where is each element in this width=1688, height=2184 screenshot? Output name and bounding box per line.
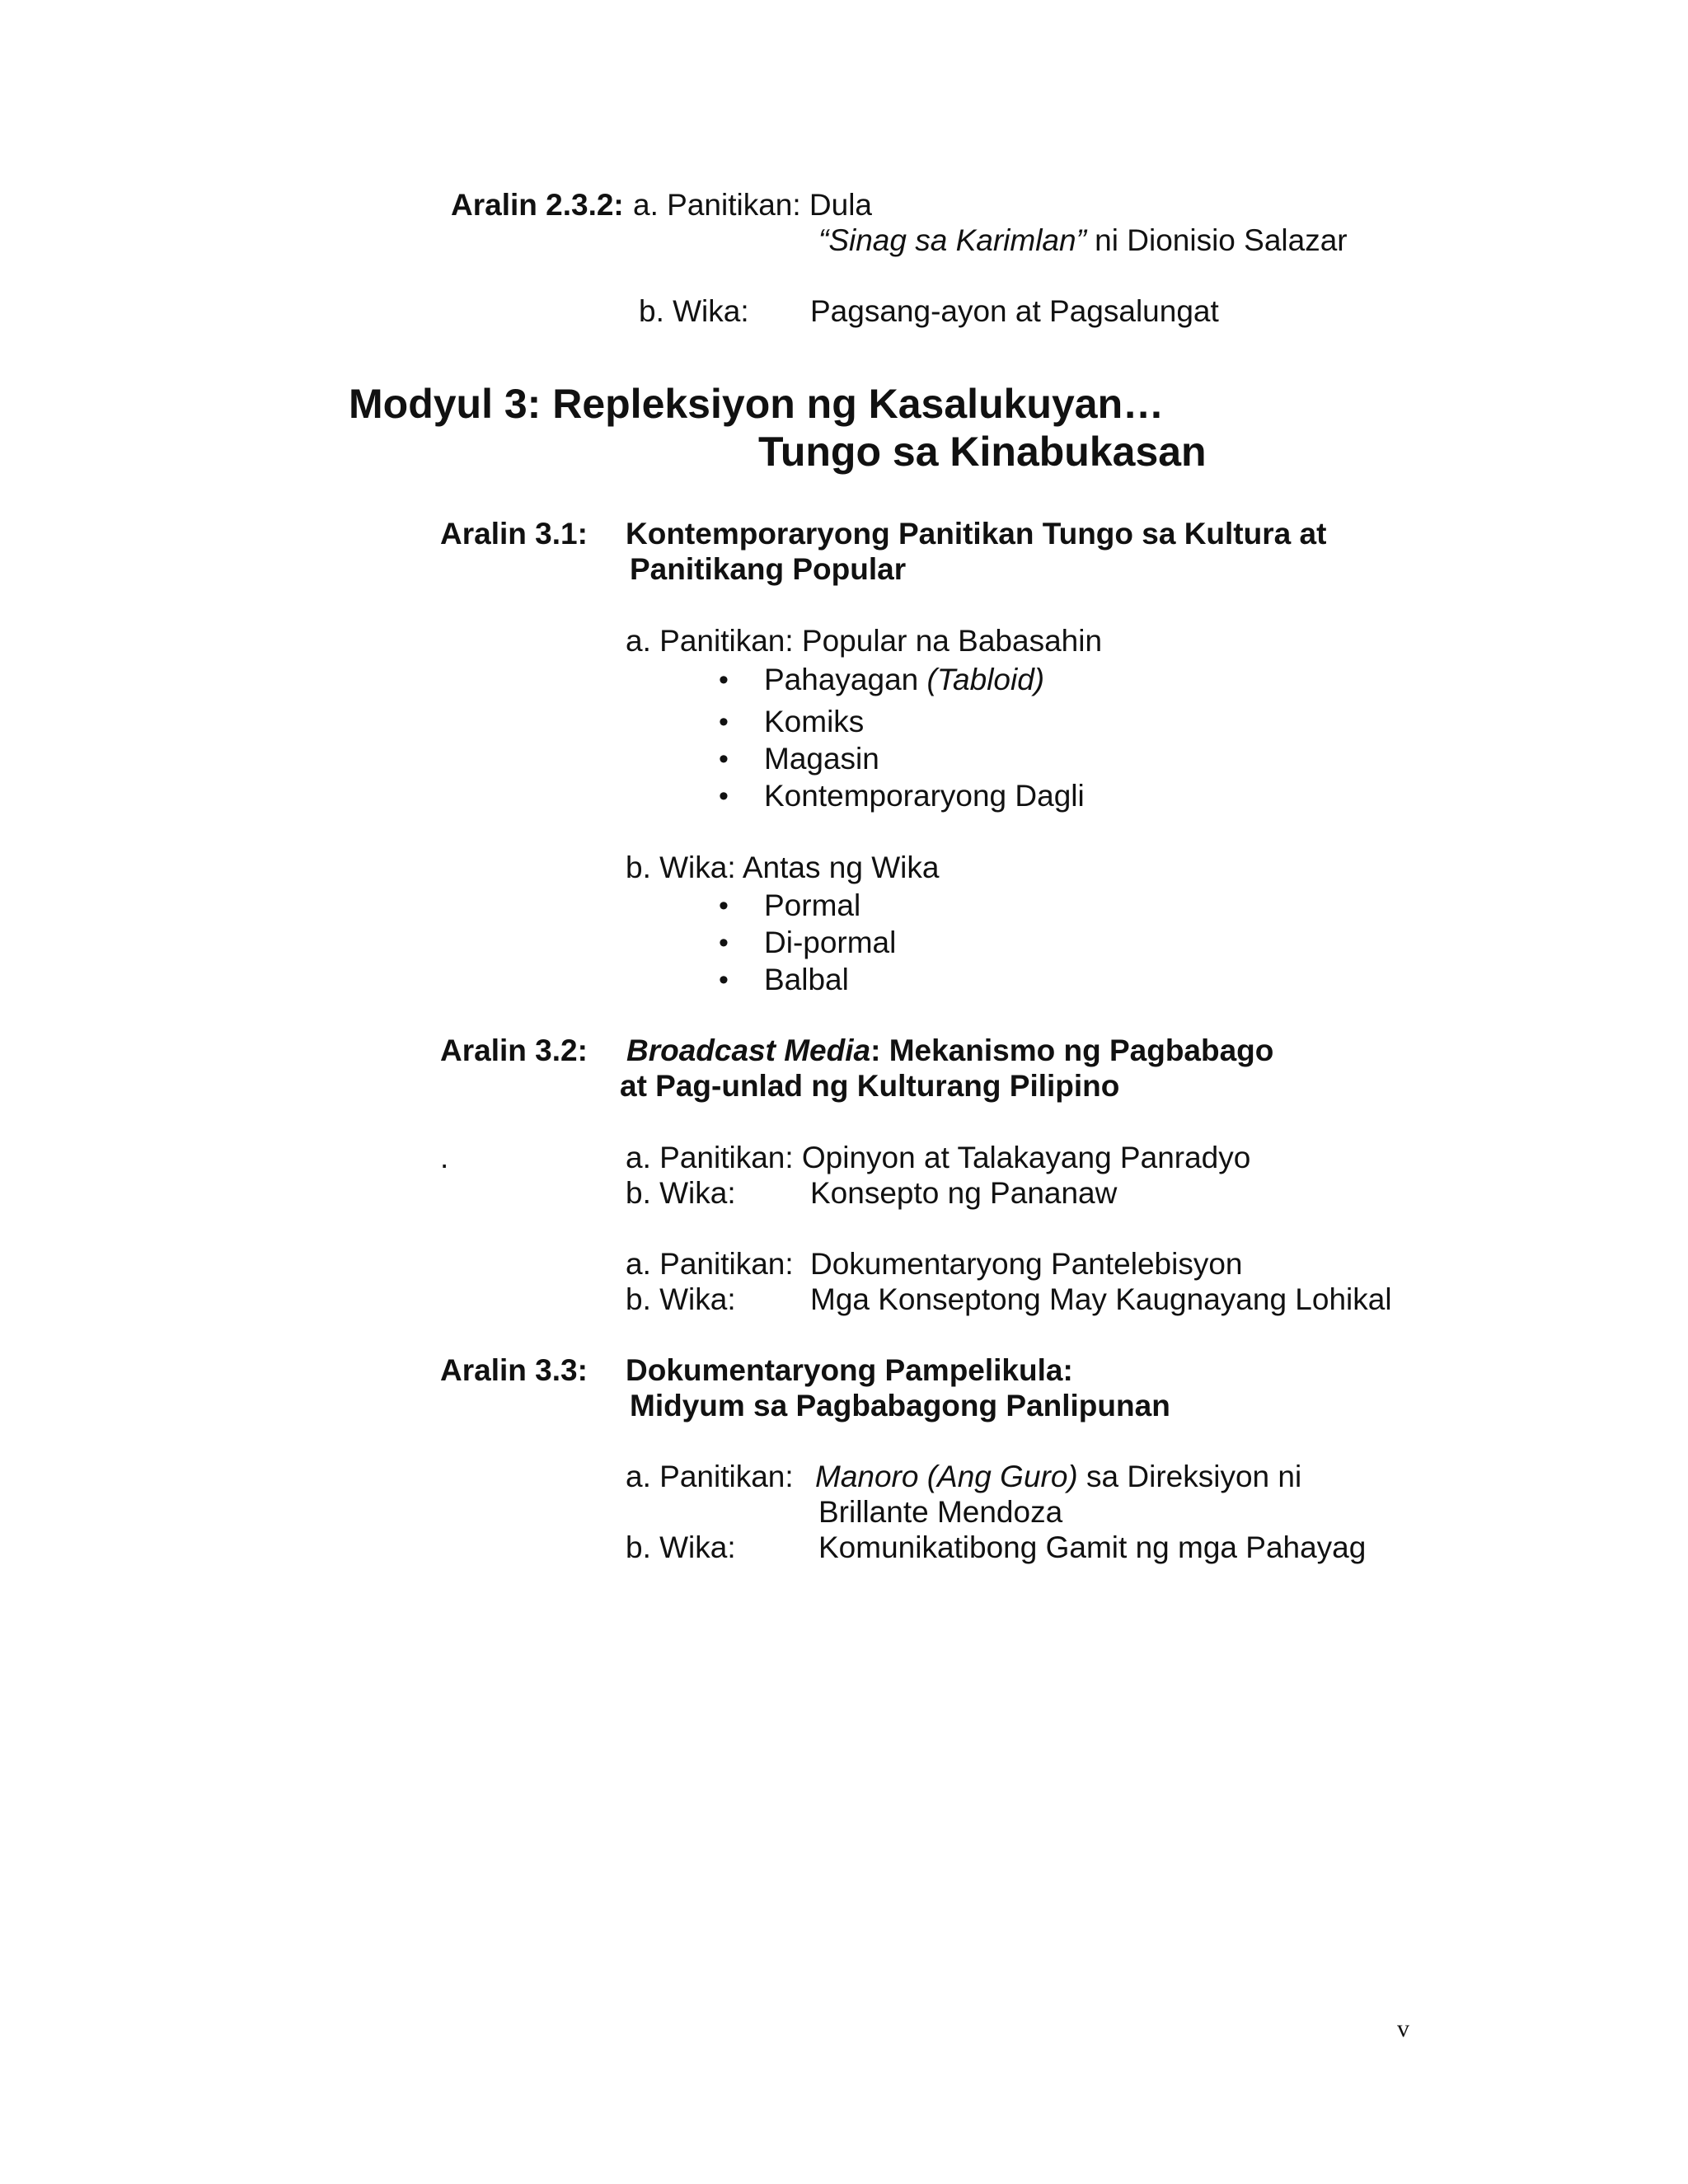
list-item-magasin: Magasin [764, 742, 879, 776]
dula-title-italic: “Sinag sa Karimlan” [818, 223, 1086, 257]
aralin-3-2-label: Aralin 3.2: [440, 1033, 588, 1067]
manoro-italic: Manoro (Ang Guro) [815, 1460, 1078, 1493]
modyul-3-heading-line2: Tungo sa Kinabukasan [758, 429, 1207, 475]
dula-author: ni Dionisio Salazar [1085, 223, 1348, 257]
aralin-3-1-label: Aralin 3.1: [440, 517, 588, 551]
aralin-3-2-title-line1 [626, 1035, 1273, 1066]
list-item-di-pormal: Di-pormal [764, 926, 897, 959]
aralin-3-3-panitikan-value [815, 1461, 1301, 1492]
aralin-3-3-wika-value: Komunikatibong Gamit ng mga Pahayag [818, 1530, 1367, 1564]
aralin-2-3-2-label: Aralin 2.3.2: [451, 188, 624, 222]
bullet: • [719, 927, 729, 958]
aralin-3-2-panitikan-2-label: a. Panitikan: [626, 1247, 794, 1281]
modyul-3-heading-line1: Modyul 3: Repleksiyon ng Kasalukuyan… [349, 381, 1165, 427]
aralin-2-3-2-dula-title [818, 225, 1348, 255]
list-item-text: Pahayagan [764, 663, 927, 696]
aralin-2-3-2-panitikan: a. Panitikan: Dula [633, 188, 873, 222]
bullet: • [719, 780, 729, 812]
panitikan-rest: sa Direksiyon ni [1077, 1460, 1302, 1493]
aralin-2-3-2-wika-value: Pagsang-ayon at Pagsalungat [810, 294, 1219, 328]
aralin-3-2-wika-1-label: b. Wika: [626, 1176, 736, 1210]
bullet: • [719, 890, 729, 921]
aralin-3-1-title-line1: Kontemporaryong Panitikan Tungo sa Kultura at [626, 517, 1327, 551]
broadcast-media-italic: Broadcast Media [626, 1033, 871, 1067]
aralin-3-3-title-line1: Dokumentaryong Pampelikula: [626, 1353, 1073, 1387]
aralin-3-1-title-line2: Panitikang Popular [630, 552, 907, 586]
aralin-3-1-wika: b. Wika: Antas ng Wika [626, 851, 940, 884]
list-item-italic: (Tabloid) [926, 663, 1045, 696]
bullet: • [719, 706, 729, 738]
aralin-3-1-panitikan: a. Panitikan: Popular na Babasahin [626, 624, 1103, 658]
aralin-3-3-title-line2: Midyum sa Pagbabagong Panlipunan [630, 1389, 1170, 1422]
bullet: • [719, 664, 729, 696]
list-item-dagli: Kontemporaryong Dagli [764, 779, 1085, 813]
aralin-3-2-panitikan-1: a. Panitikan: Opinyon at Talakayang Panradyo [626, 1141, 1251, 1174]
aralin-3-2-wika-2-value: Mga Konseptong May Kaugnayang Lohikal [810, 1282, 1392, 1316]
aralin-3-2-panitikan-2-value: Dokumentaryong Pantelebisyon [810, 1247, 1243, 1281]
aralin-3-2-title-line2: at Pag-unlad ng Kulturang Pilipino [620, 1069, 1120, 1103]
aralin-3-3-wika-label: b. Wika: [626, 1530, 736, 1564]
aralin-2-3-2-wika-label: b. Wika: [639, 294, 749, 328]
aralin-3-3-panitikan-label: a. Panitikan: [626, 1460, 794, 1493]
stray-dot: . [440, 1141, 449, 1174]
aralin-3-2-wika-2-label: b. Wika: [626, 1282, 736, 1316]
list-item-komiks: Komiks [764, 705, 865, 738]
list-item-balbal: Balbal [764, 963, 849, 996]
aralin-3-3-label: Aralin 3.3: [440, 1353, 588, 1387]
page-number: v [1397, 2015, 1409, 2042]
list-item-pahayagan [764, 664, 1044, 695]
bullet: • [719, 743, 729, 775]
aralin-3-2-title-rest: : Mekanismo ng Pagbabago [870, 1033, 1274, 1067]
bullet: • [719, 964, 729, 996]
aralin-3-3-panitikan-line2: Brillante Mendoza [818, 1495, 1063, 1529]
list-item-pormal: Pormal [764, 888, 861, 922]
aralin-3-2-wika-1-value: Konsepto ng Pananaw [810, 1176, 1118, 1210]
